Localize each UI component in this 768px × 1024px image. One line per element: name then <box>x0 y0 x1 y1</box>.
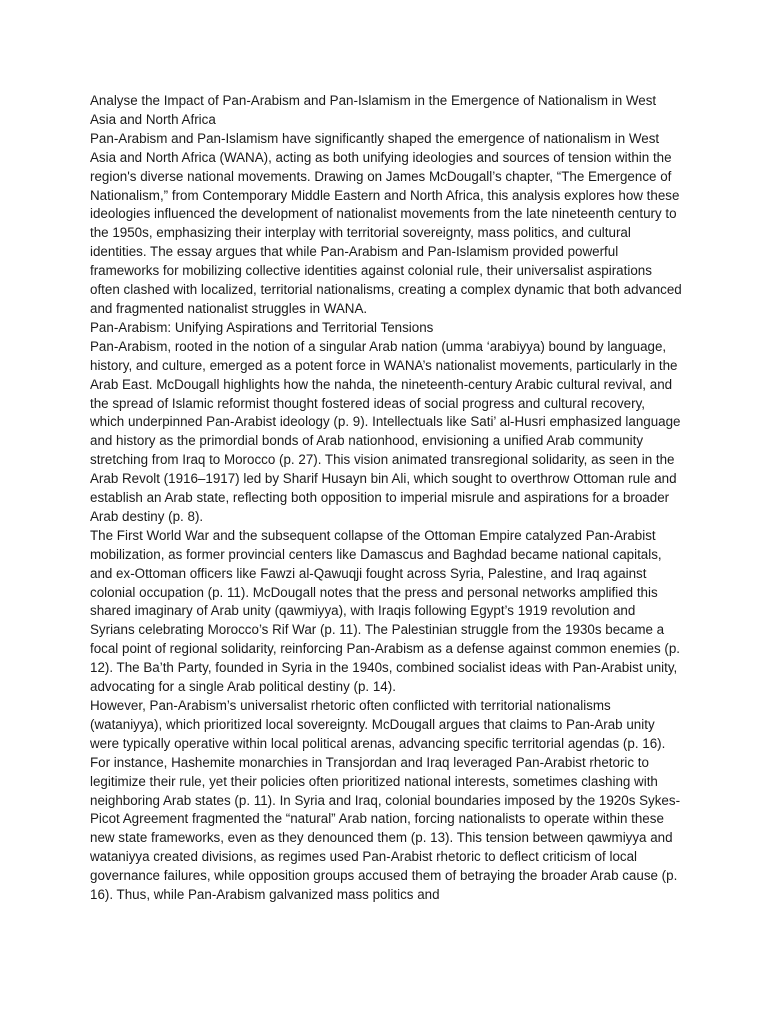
intro-paragraph: Pan-Arabism and Pan-Islamism have significantly shaped the emergence of nationalism in West Asia and North Africa (WANA), acting as both unifying ideologies and sources of tension within the region's diverse national movements. Drawing on James McDougall’s chapter, “The Emergence of Nationalism,” from Contemporary Middle Eastern and North Africa, this analysis explores how these ideologies influenced the development of nationalist movements from the late nineteenth century to the 1950s, emphasizing their interplay with territorial sovereignty, mass politics, and cultural identities. The essay argues that while Pan-Arabism and Pan-Islamism provided powerful frameworks for mobilizing collective identities against colonial rule, their universalist aspirations often clashed with localized, territorial nationalisms, creating a complex dynamic that both advanced and fragmented nationalist struggles in WANA. <box>90 130 682 316</box>
body-paragraph: Pan-Arabism, rooted in the notion of a singular Arab nation (umma ‘arabiyya) bound by language, history, and culture, emerged as a potent force in WANA’s nationalist movements, particularly in the Arab East. McDougall highlights how the nahda, the nineteenth-century Arabic cultural revival, and the spread of Islamic reformist thought fostered ideas of social progress and cultural recovery, which underpinned Pan-Arabist ideology (p. 9). Intellectuals like Sati’ al-Husri emphasized language and history as the primordial bonds of Arab nationhood, envisioning a unified Arab community stretching from Iraq to Morocco (p. 27). This vision animated transregional solidarity, as seen in the Arab Revolt (1916–1917) led by Sharif Husayn bin Ali, which sought to overthrow Ottoman rule and establish an Arab state, reflecting both opposition to imperial misrule and aspirations for a broader Arab destiny (p. 8). <box>90 338 681 524</box>
document-page <box>90 92 682 905</box>
body-paragraph: However, Pan-Arabism’s universalist rhetoric often conflicted with territorial nationalisms (wataniyya), which prioritized local sovereignty. McDougall argues that claims to Pan-Arab unity were typically operative within local political arenas, advancing specific territorial agendas (p. 16). For instance, Hashemite monarchies in Transjordan and Iraq leveraged Pan-Arabist rhetoric to legitimize their rule, yet their policies often prioritized national interests, sometimes clashing with neighboring Arab states (p. 11). In Syria and Iraq, colonial boundaries imposed by the 1920s Sykes-Picot Agreement fragmented the “natural” Arab nation, forcing nationalists to operate within these new state frameworks, even as they denounced them (p. 13). This tension between qawmiyya and wataniyya created divisions, as regimes used Pan-Arabist rhetoric to deflect criticism of local governance failures, while opposition groups accused them of betraying the broader Arab cause (p. 16). Thus, while Pan-Arabism galvanized mass politics and <box>90 698 681 903</box>
body-paragraph: The First World War and the subsequent collapse of the Ottoman Empire catalyzed Pan-Arabist mobilization, as former provincial centers like Damascus and Baghdad became national capitals, and ex-Ottoman officers like Fawzi al-Qawuqji fought across Syria, Palestine, and Iraq against colonial occupation (p. 11). McDougall notes that the press and personal networks amplified this shared imaginary of Arab unity (qawmiyya), with Iraqis following Egypt’s 1919 revolution and Syrians celebrating Morocco’s Rif War (p. 11). The Palestinian struggle from the 1930s became a focal point of regional solidarity, reinforcing Pan-Arabism as a defense against common enemies (p. 12). The Ba’th Party, founded in Syria in the 1940s, combined socialist ideas with Pan-Arabist unity, advocating for a single Arab political destiny (p. 14). <box>90 527 680 695</box>
document-title: Analyse the Impact of Pan-Arabism and Pan-Islamism in the Emergence of Nationalism in West Asia and North Africa <box>90 93 657 127</box>
section-heading: Pan-Arabism: Unifying Aspirations and Territorial Tensions <box>90 319 434 335</box>
